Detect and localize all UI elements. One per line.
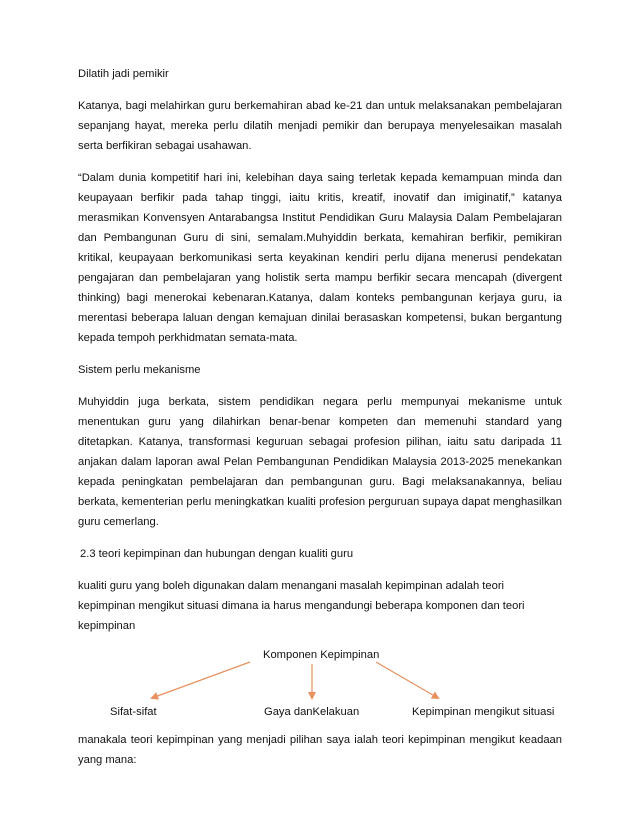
- paragraph-3: Muhyiddin juga berkata, sistem pendidikan negara perlu mempunyai mekanisme untuk menentukan guru yang dilahirkan benar-benar kompeten dan memenuhi standard yang ditetapkan. Katanya, transformasi keguruan sebagai profesion pilihan, iaitu satu daripada 11 anjakan dalam laporan awal Pelan Pembangunan Pendidikan Malaysia 2013-2025 menekankan kepada peningkatan pembelajaran dan pembangunan guru. Bagi melaksanakannya, beliau berkata, kementerian perlu meningkatkan kualiti profesion perguruan supaya dapat menghasilkan guru cemerlang.: [78, 396, 562, 528]
- arrow-to-kepimpinan-mengikut-situasi: [376, 662, 438, 698]
- diagram-leaf-sifat-sifat: Sifat-sifat: [110, 706, 157, 718]
- paragraph-4: kualiti guru yang boleh digunakan dalam menangani masalah kepimpinan adalah teori kepimpinan mengikut situasi dimana ia harus mengandungi beberapa komponen dan teori kepimpinan: [78, 580, 525, 632]
- paragraph-5: manakala teori kepimpinan yang menjadi pilihan saya ialah teori kepimpinan mengikut keadaan yang mana:: [78, 734, 562, 766]
- heading-sistem-perlu-mekanisme: Sistem perlu mekanisme: [78, 364, 201, 376]
- diagram-root-label: Komponen Kepimpinan: [263, 649, 380, 661]
- paragraph-1: Katanya, bagi melahirkan guru berkemahiran abad ke-21 dan untuk melaksanakan pembelajaran sepanjang hayat, mereka perlu dilatih menjadi pemikir dan berupaya menyelesaikan masalah serta berfikiran sebagai usahawan.: [78, 100, 562, 152]
- heading-dilatih-jadi-pemikir: Dilatih jadi pemikir: [78, 68, 169, 80]
- leadership-components-diagram: [78, 648, 562, 724]
- section-title-2-3: 2.3 teori kepimpinan dan hubungan dengan kualiti guru: [80, 548, 354, 560]
- diagram-leaf-kepimpinan-mengikut-situasi: Kepimpinan mengikut situasi: [412, 706, 555, 718]
- diagram-leaf-gaya-dan-kelakuan: Gaya danKelakuan: [264, 706, 360, 718]
- arrow-to-sifat-sifat: [152, 662, 250, 698]
- document-page: [78, 64, 562, 770]
- paragraph-2: “Dalam dunia kompetitif hari ini, kelebihan daya saing terletak kepada kemampuan minda dan keupayaan berfikir pada tahap tinggi, iaitu kritis, kreatif, inovatif dan imiginatif,” katanya merasmikan Konvensyen Antarabangsa Institut Pendidikan Guru Malaysia Dalam Pembelajaran dan Pembangunan Guru di sini, semalam.Muhyiddin berkata, kemahiran berfikir, pemikiran kritikal, keupayaan berkomunikasi serta keyakinan kendiri perlu dijana menerusi pendekatan pengajaran dan pembelajaran yang holistik serta mampu berfikir secara mencapah (divergent thinking) bagi menerokai kebenaran.Katanya, dalam konteks pembangunan kerjaya guru, ia merentasi beberapa laluan dengan kemajuan dinilai berasaskan kompetensi, bukan bergantung kepada tempoh perkhidmatan semata-mata.: [78, 172, 562, 344]
